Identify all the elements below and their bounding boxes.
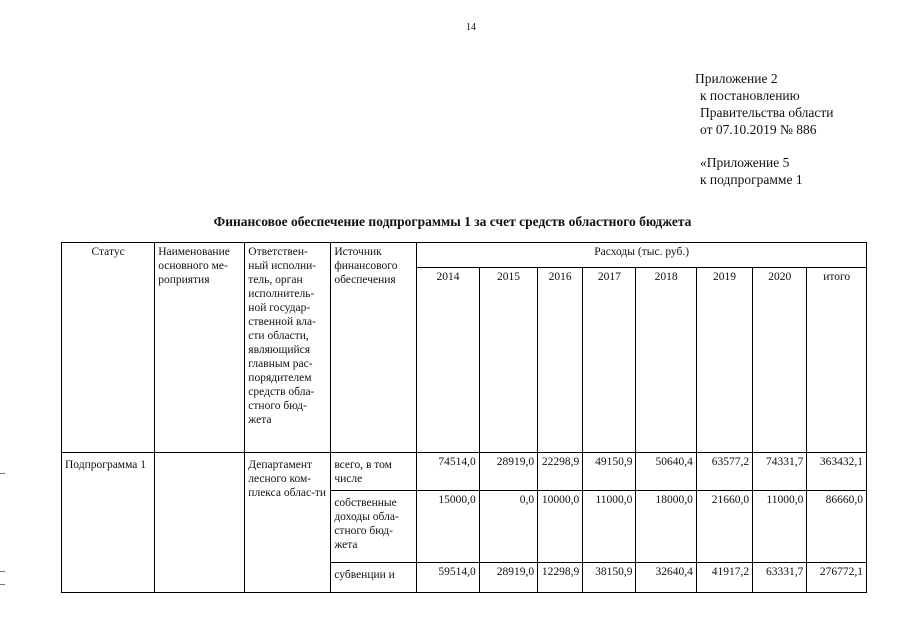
value-cell: 11000,0 — [753, 491, 807, 563]
financing-table — [61, 242, 867, 593]
document-title: Финансовое обеспечение подпрограммы 1 за счет средств областного бюджета — [213, 214, 692, 229]
header-status: Статус — [62, 243, 155, 453]
margin-mark — [0, 584, 5, 585]
value-cell: 38150,9 — [583, 563, 636, 593]
header-year: 2014 — [417, 268, 479, 453]
value-cell: 50640,4 — [636, 453, 696, 491]
appendix-sub-line: «Приложение 5 — [700, 155, 790, 170]
table-row — [62, 453, 867, 491]
header-expenses: Расходы (тыс. руб.) — [417, 243, 867, 268]
appendix-line: к постановлению — [700, 88, 800, 103]
value-cell: 28919,0 — [479, 563, 537, 593]
appendix-line: Правительства области — [700, 105, 834, 120]
header-row — [62, 243, 867, 268]
source-cell: всего, в том числе — [331, 453, 417, 491]
value-cell: 32640,4 — [636, 563, 696, 593]
source-cell: субвенции и — [331, 563, 417, 593]
appendix-block — [695, 70, 833, 188]
value-cell: 28919,0 — [479, 453, 537, 491]
value-cell: 41917,2 — [696, 563, 752, 593]
status-cell: Подпрограмма 1 — [62, 453, 155, 593]
total-cell: 363432,1 — [807, 453, 867, 491]
header-name: Наименование основного ме-роприятия — [155, 243, 245, 453]
header-year: 2016 — [538, 268, 583, 453]
value-cell: 10000,0 — [538, 491, 583, 563]
header-total: итого — [807, 268, 867, 453]
header-year: 2017 — [583, 268, 636, 453]
appendix-sub-line: к подпрограмме 1 — [700, 172, 803, 187]
value-cell: 18000,0 — [636, 491, 696, 563]
value-cell: 63577,2 — [696, 453, 752, 491]
value-cell: 0,0 — [479, 491, 537, 563]
margin-mark — [0, 571, 5, 572]
value-cell: 63331,7 — [753, 563, 807, 593]
value-cell: 74331,7 — [753, 453, 807, 491]
header-year: 2015 — [479, 268, 537, 453]
name-cell — [155, 453, 245, 593]
appendix-gap — [695, 138, 833, 154]
source-cell: собственные доходы обла-стного бюд-жета — [331, 491, 417, 563]
value-cell: 21660,0 — [696, 491, 752, 563]
appendix-line: Приложение 2 — [695, 71, 778, 86]
header-year: 2019 — [696, 268, 752, 453]
appendix-line: от 07.10.2019 № 886 — [700, 122, 817, 137]
header-year: 2020 — [753, 268, 807, 453]
value-cell: 49150,9 — [583, 453, 636, 491]
total-cell: 276772,1 — [807, 563, 867, 593]
header-year: 2018 — [636, 268, 696, 453]
value-cell: 15000,0 — [417, 491, 479, 563]
value-cell: 74514,0 — [417, 453, 479, 491]
header-responsible: Ответствен-ный исполни-тель, орган исполнитель-ной государ-ственной вла-сти области, являющийся главным рас-порядителем средств обла-стного бюд-жета — [245, 243, 331, 453]
value-cell: 12298,9 — [538, 563, 583, 593]
page-number: 14 — [466, 22, 476, 33]
header-source: Источник финансового обеспечения — [331, 243, 417, 453]
margin-mark — [0, 473, 5, 474]
value-cell: 22298,9 — [538, 453, 583, 491]
total-cell: 86660,0 — [807, 491, 867, 563]
responsible-cell: Департамент лесного ком-плекса облас-ти — [245, 453, 331, 593]
value-cell: 59514,0 — [417, 563, 479, 593]
value-cell: 11000,0 — [583, 491, 636, 563]
